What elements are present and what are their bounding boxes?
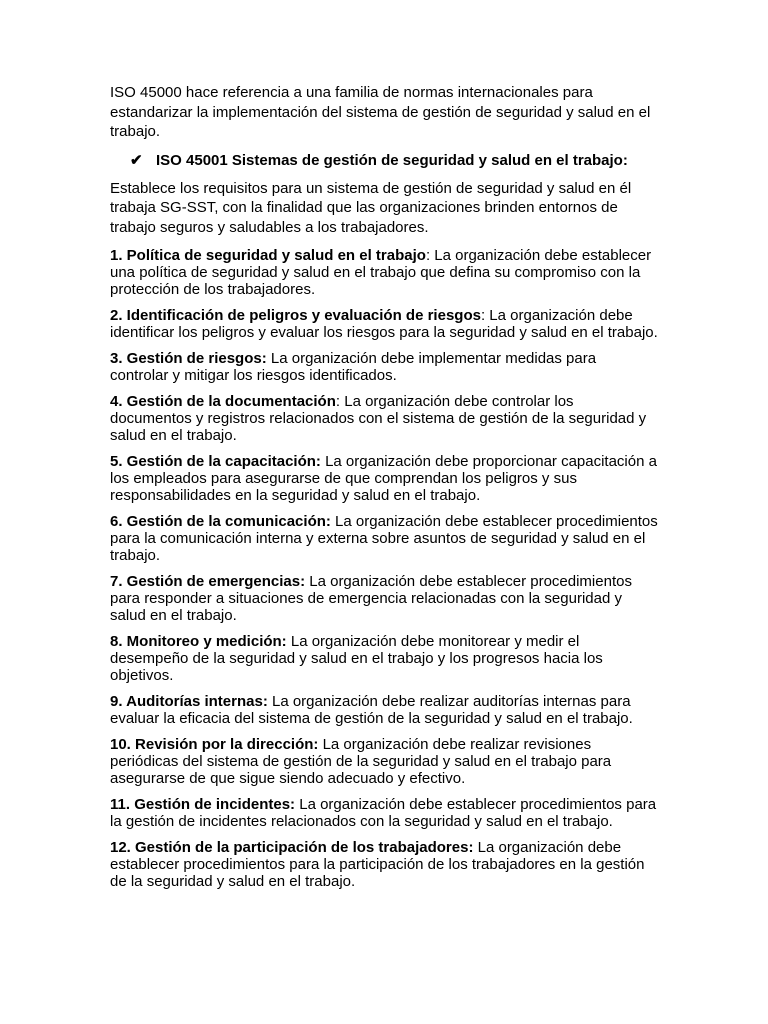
- list-item-title: 10. Revisión por la dirección:: [110, 736, 319, 753]
- list-item-title: 12. Gestión de la participación de los trabajadores:: [110, 839, 474, 856]
- list-item: [110, 393, 658, 444]
- list-item-text: La organización debe establecer procedimientos para la participación de los trabajadores en la gestión de la seguridad y salud en el trabajo.: [110, 839, 645, 890]
- list-item: [110, 453, 658, 504]
- list-item-text: La organización debe identificar los peligros y evaluar los riesgos para la seguridad y salud en el trabajo.: [110, 307, 658, 341]
- list-item: [110, 839, 658, 890]
- list-item: [110, 796, 658, 830]
- intro-paragraph: ISO 45000 hace referencia a una familia de normas internacionales para estandarizar la implementación del sistema de gestión de seguridad y salud en el trabajo.: [110, 84, 651, 140]
- document-page: [110, 83, 658, 899]
- list-item-title: 9. Auditorías internas:: [110, 693, 268, 710]
- list-item-title: 11. Gestión de incidentes:: [110, 796, 296, 813]
- list-item-text: La organización debe proporcionar capacitación a los empleados para asegurarse de que comprendan los peligros y sus responsabilidades en la seguridad y salud en el trabajo.: [110, 453, 657, 504]
- list-item-text: La organización debe realizar revisiones periódicas del sistema de gestión de la seguridad y salud en el trabajo para asegurarse de que sigue siendo adecuado y efectivo.: [110, 736, 612, 787]
- list-item-separator: :: [480, 307, 486, 324]
- list-item-title: 1. Política de seguridad y salud en el trabajo: [110, 247, 426, 264]
- list-item-text: La organización debe establecer procedimientos para responder a situaciones de emergencia relacionadas con la seguridad y salud en el trabajo.: [110, 573, 632, 624]
- requirements-list: [110, 247, 658, 890]
- section-heading: [110, 151, 658, 170]
- list-item-title: 5. Gestión de la capacitación:: [110, 453, 321, 470]
- list-item-title: 4. Gestión de la documentación: [110, 393, 336, 410]
- checkmark-icon: ✔: [130, 151, 143, 169]
- list-item: [110, 573, 658, 624]
- list-item-title: 6. Gestión de la comunicación:: [110, 513, 331, 530]
- list-item-text: La organización debe establecer una política de seguridad y salud en el trabajo que defina su compromiso con la protección de los trabajadores.: [110, 247, 652, 298]
- list-item: [110, 513, 658, 564]
- list-item-text: La organización debe establecer procedimientos para la comunicación interna y externa sobre asuntos de seguridad y salud en el trabajo.: [110, 513, 658, 564]
- list-item-separator: :: [425, 247, 431, 264]
- list-item-text: La organización debe realizar auditorías internas para evaluar la eficacia del sistema de gestión de la seguridad y salud en el trabajo.: [110, 693, 633, 727]
- list-item: [110, 307, 658, 341]
- list-item-text: La organización debe controlar los documentos y registros relacionados con el sistema de gestión de la seguridad y salud en el trabajo.: [110, 393, 647, 444]
- list-item-title: 7. Gestión de emergencias:: [110, 573, 306, 590]
- list-item-title: 8. Monitoreo y medición:: [110, 633, 287, 650]
- list-item-text: La organización debe implementar medidas para controlar y mitigar los riesgos identificados.: [110, 350, 597, 384]
- list-item-separator: :: [335, 393, 341, 410]
- list-item: [110, 693, 658, 727]
- list-item: [110, 633, 658, 684]
- description-paragraph: Establece los requisitos para un sistema de gestión de seguridad y salud en él trabaja SG-SST, con la finalidad que las organizaciones brinden entornos de trabajo seguros y saludables a los trabajadores.: [110, 179, 632, 236]
- list-item: [110, 350, 658, 384]
- list-item-text: La organización debe establecer procedimientos para la gestión de incidentes relacionados con la seguridad y salud en el trabajo.: [110, 796, 657, 830]
- list-item: [110, 247, 658, 298]
- list-item: [110, 736, 658, 787]
- list-item-text: La organización debe monitorear y medir el desempeño de la seguridad y salud en el trabajo y los progresos hacia los objetivos.: [110, 633, 603, 684]
- list-item-title: 3. Gestión de riesgos:: [110, 350, 267, 367]
- section-heading-text: ISO 45001 Sistemas de gestión de seguridad y salud en el trabajo:: [156, 151, 628, 169]
- list-item-title: 2. Identificación de peligros y evaluación de riesgos: [110, 307, 481, 324]
